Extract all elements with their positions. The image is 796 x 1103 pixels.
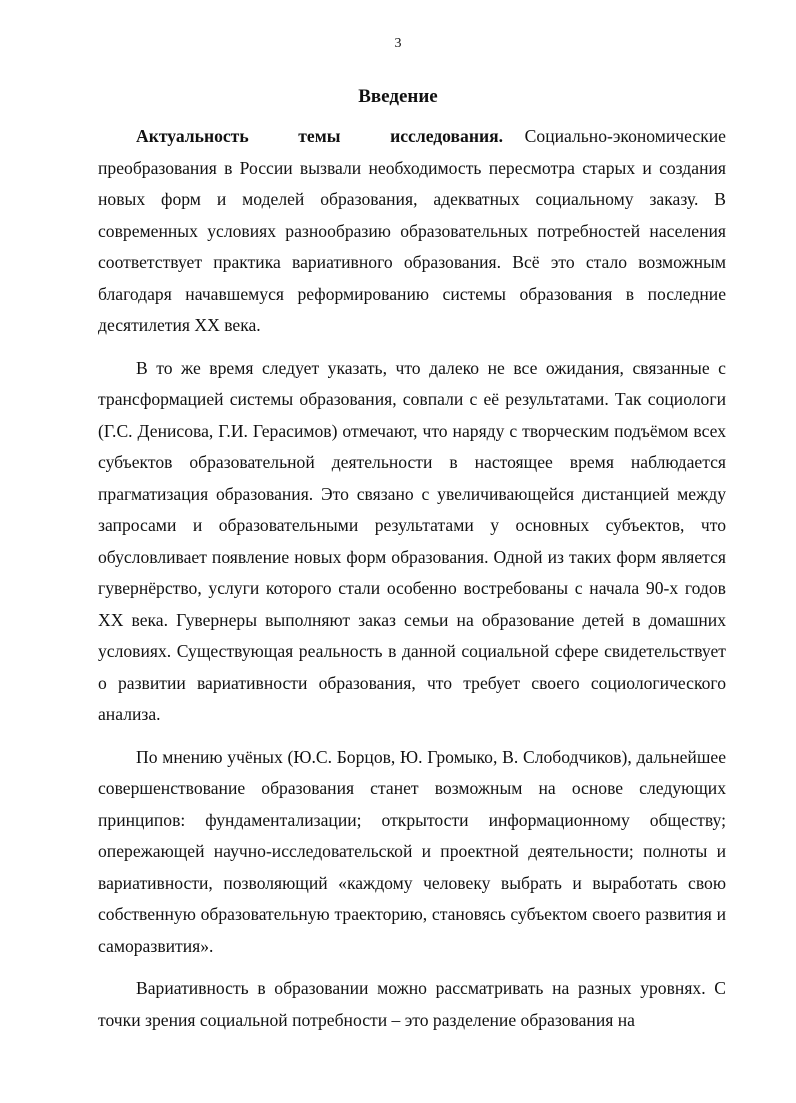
paragraph-lead: Актуальность темы исследования. — [136, 126, 504, 146]
body-text — [98, 121, 726, 1047]
paragraph-variability: Вариативность в образовании можно рассматривать на разных уровнях. С точки зрения социальной потребности – это разделение образования на — [98, 978, 726, 1030]
paragraph-text: Социально-экономические преобразования в России вызвали необходимость пересмотра старых и создания новых форм и моделей образования, адекватных социальному заказу. В современных условиях разнообразию образовательных потребностей населения соответствует практика вариативного образования. Всё это стало возможным благодаря начавшемуся реформированию системы образования в последние десятилетия XX века. — [98, 126, 726, 335]
page-number: 3 — [394, 36, 402, 51]
section-title: Введение — [358, 86, 438, 107]
paragraph-relevance — [98, 121, 726, 342]
paragraph-transformation: В то же время следует указать, что далеко не все ожидания, связанные с трансформацией системы образования, совпали с её результатами. Так социологи (Г.С. Денисова, Г.И. Герасимов) отмечают, что наряду с творческим подъёмом всех субъектов образовательной деятельности в настоящее время наблюдается прагматизация образования. Это связано с увеличивающейся дистанцией между запросами и образовательными результатами у основных субъектов, что обусловливает появление новых форм образования. Одной из таких форм является гувернёрство, услуги которого стали особенно востребованы с начала 90-х годов XX века. Гувернеры выполняют заказ семьи на образование детей в домашних условиях. Существующая реальность в данной социальной сфере свидетельствует о развитии вариативности образования, что требует своего социологического анализа. — [98, 357, 726, 724]
paragraph-scholars-opinion: По мнению учёных (Ю.С. Борцов, Ю. Громыко, В. Слободчиков), дальнейшее совершенствование образования станет возможным на основе следующих принципов: фундаментализации; открытости информационному обществу; опережающей научно-исследовательской и проектной деятельности; полноты и вариативности, позволяющий «каждому человеку выбрать и выработать свою собственную образовательную траекторию, становясь субъектом своего развития и саморазвития». — [98, 746, 726, 956]
